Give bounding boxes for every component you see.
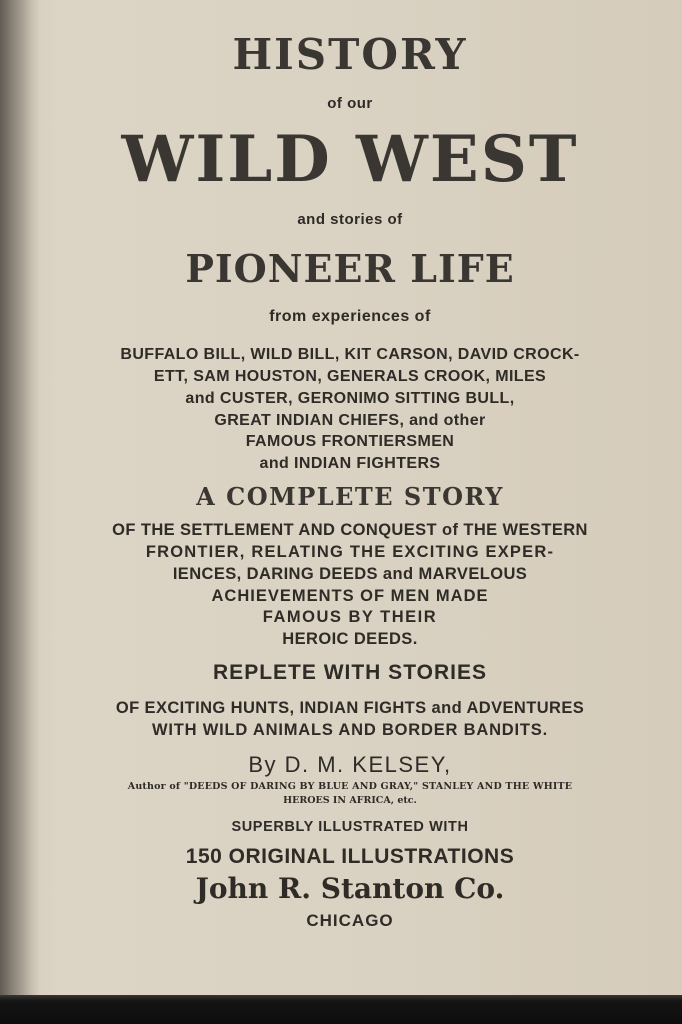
illustrations-count: 150 ORIGINAL ILLUSTRATIONS [185, 845, 515, 868]
names-line: GREAT INDIAN CHIEFS, and other [214, 412, 486, 429]
replete-heading: REPLETE WITH STORIES [213, 661, 487, 684]
settlement-line: HEROIC DEEDS. [282, 630, 418, 648]
settlement-line: ACHIEVEMENTS OF MEN MADE [211, 587, 489, 605]
names-line: and INDIAN FIGHTERS [259, 455, 441, 472]
settlement-line: OF THE SETTLEMENT AND CONQUEST of THE WESTERN [112, 521, 588, 539]
from-experiences-of: from experiences of [269, 308, 431, 325]
publisher-name: John R. Stanton Co. [195, 872, 505, 905]
names-line: and CUSTER, GERONIMO SITTING BULL, [185, 390, 515, 407]
author-byline: By D. M. KELSEY, [248, 752, 452, 777]
illustrated-line: SUPERBLY ILLUSTRATED WITH [231, 819, 469, 835]
settlement-line: FAMOUS BY THEIR [262, 608, 438, 626]
names-line: ETT, SAM HOUSTON, GENERALS CROOK, MILES [153, 368, 547, 385]
title-history: HISTORY [232, 30, 468, 79]
author-note-line: Author of "DEEDS OF DARING BY BLUE AND GRAY," STANLEY AND THE WHITE [127, 781, 573, 792]
hunts-line: WITH WILD ANIMALS AND BORDER BANDITS. [152, 721, 548, 739]
title-of-our: of our [327, 95, 373, 112]
background-edge [0, 995, 682, 1024]
settlement-line: FRONTIER, RELATING THE EXCITING EXPER- [145, 543, 555, 561]
title-pioneer-life: PIONEER LIFE [185, 246, 515, 291]
names-line: BUFFALO BILL, WILD BILL, KIT CARSON, DAVID CROCK- [120, 346, 580, 363]
publisher-city: CHICAGO [306, 911, 394, 930]
author-note-line: HEROES IN AFRICA, etc. [283, 795, 417, 806]
title-wild-west: WILD WEST [121, 122, 579, 197]
title-and-stories-of: and stories of [297, 211, 403, 228]
settlement-line: IENCES, DARING DEEDS and MARVELOUS [172, 565, 528, 583]
names-line: FAMOUS FRONTIERSMEN [245, 433, 455, 450]
hunts-line: OF EXCITING HUNTS, INDIAN FIGHTS and ADVENTURES [115, 699, 585, 717]
complete-story-heading: A COMPLETE STORY [196, 482, 504, 511]
